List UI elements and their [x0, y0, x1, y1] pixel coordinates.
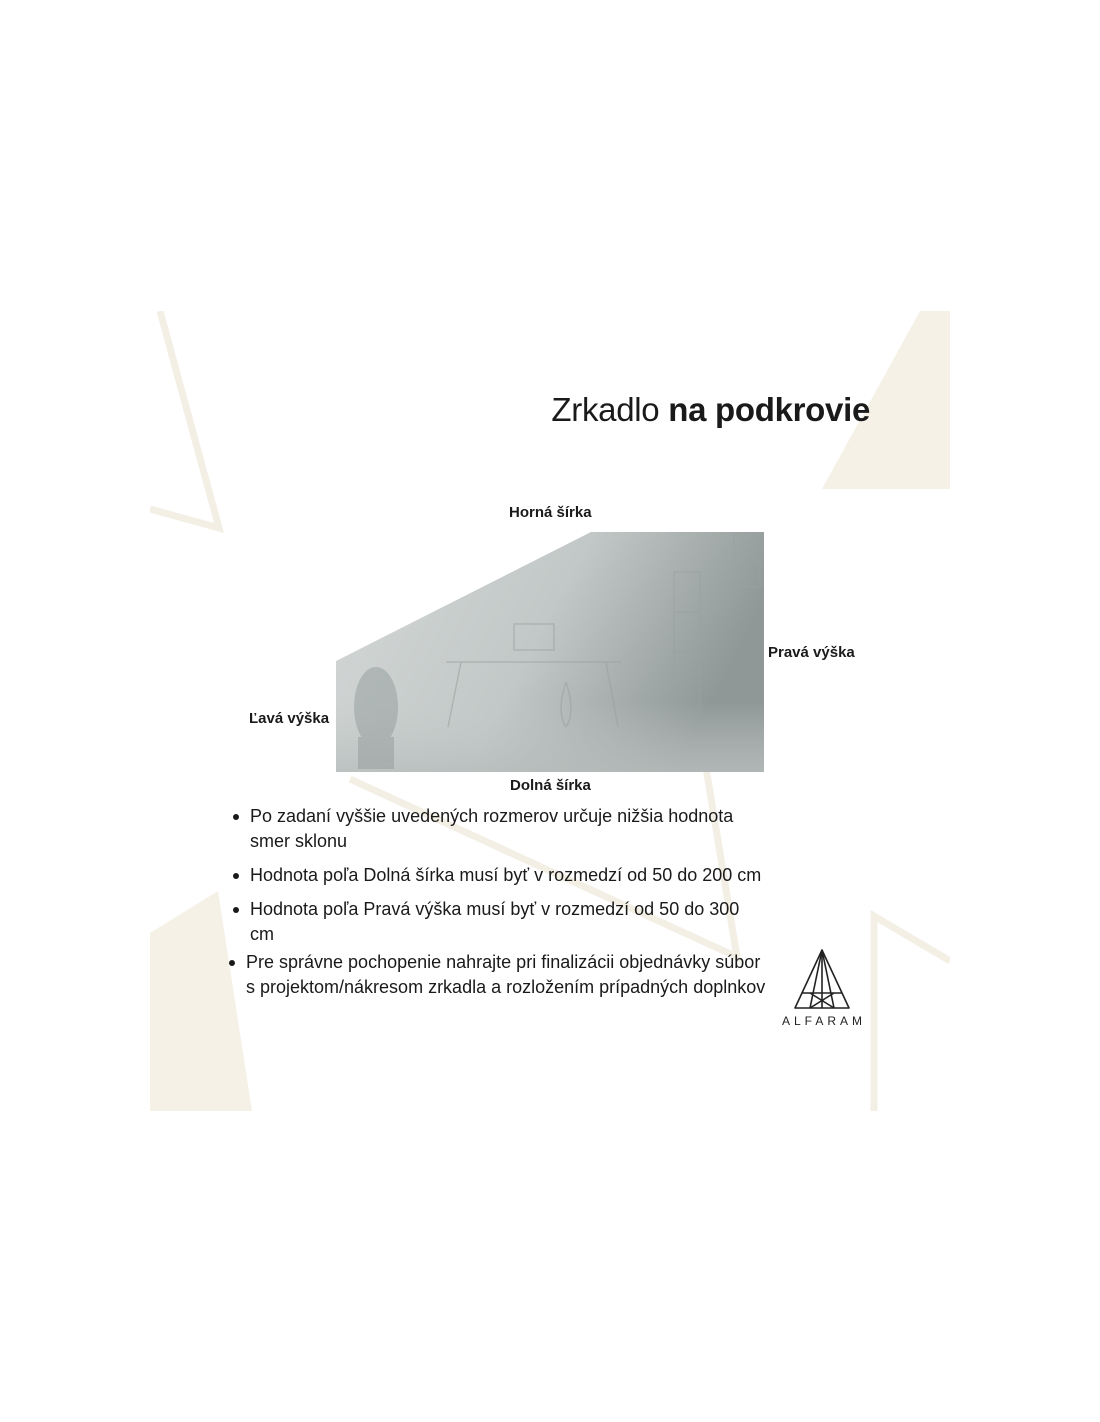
- top-width-label: Horná šírka: [509, 504, 592, 521]
- alfaram-triangle-icon: [792, 948, 852, 1010]
- deco-line-bottom-right: [874, 916, 950, 1111]
- mirror-shape-preview: [336, 532, 764, 772]
- list-item: Hodnota poľa Dolná šírka musí byť v rozmedzí od 50 do 200 cm: [228, 863, 768, 888]
- right-height-label: Pravá výška: [768, 644, 855, 661]
- list-item: Po zadaní vyššie uvedených rozmerov určuje nižšia hodnota smer sklonu: [228, 804, 768, 854]
- brand-logo: [774, 948, 870, 1028]
- left-height-label: Ľavá výška: [249, 710, 330, 727]
- list-item: Hodnota poľa Pravá výška musí byť v rozmedzí od 50 do 300 cm: [228, 897, 768, 947]
- logo-text: ALFARAM: [781, 1014, 866, 1028]
- product-card: [150, 311, 950, 1111]
- list-item: Pre správne pochopenie nahrajte pri finalizácii objednávky súbor s projektom/nákresom zrkadla a rozložením prípadných doplnkov: [224, 950, 768, 1000]
- notes-list: [228, 804, 768, 1009]
- page-title: Zrkadlo na podkrovie: [551, 391, 870, 428]
- bottom-width-label: Dolná šírka: [510, 777, 591, 794]
- deco-line-top-left: [150, 311, 219, 528]
